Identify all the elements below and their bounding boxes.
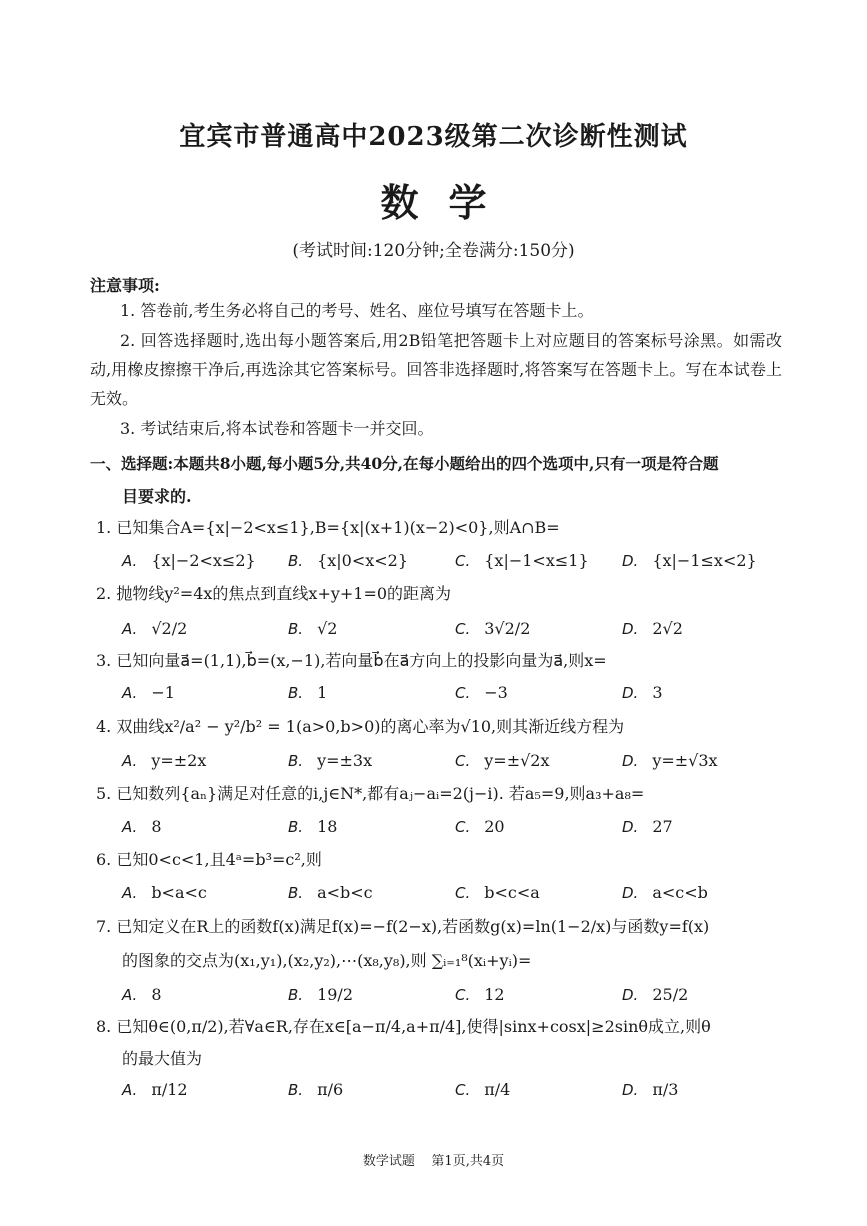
- option-d: D. 2√2: [622, 619, 683, 638]
- option-d: D. 3: [622, 683, 663, 702]
- question-2: 2. 抛物线y²=4x的焦点到直线x+y+1=0的距离为: [96, 584, 452, 603]
- option-c: C. π/4: [455, 1080, 511, 1099]
- exam-info: (考试时间:120分钟;全卷满分:150分): [292, 241, 575, 261]
- question-3: 3. 已知向量a⃗=(1,1),b⃗=(x,−1),若向量b⃗在a⃗方向上的投影向量为a⃗,则x=: [96, 651, 607, 670]
- question-4-options: [122, 746, 782, 776]
- question-7: 7. 已知定义在R上的函数f(x)满足f(x)=−f(2−x),若函数g(x)=ln(1−2/x)与函数y=f(x): [96, 917, 710, 936]
- notes-heading: 注意事项:: [90, 276, 160, 295]
- question-4: 4. 双曲线x²/a² − y²/b² = 1(a>0,b>0)的离心率为√10,则其渐近线方程为: [96, 717, 625, 736]
- exam-title: 宜宾市普通高中2023级第二次诊断性测试: [179, 122, 688, 152]
- option-a: A. −1: [122, 683, 175, 702]
- option-d: D. {x|−1≤x<2}: [622, 551, 757, 570]
- option-b: B. √2: [288, 619, 338, 638]
- question-5-options: [122, 812, 782, 842]
- option-b: B. 18: [288, 817, 338, 836]
- option-a: A. √2/2: [122, 619, 188, 638]
- option-c: C. {x|−1<x≤1}: [455, 551, 589, 570]
- question-3-options: [122, 678, 782, 708]
- question-7-options: [122, 980, 782, 1010]
- option-b: B. y=±3x: [288, 751, 373, 770]
- option-b: B. 1: [288, 683, 328, 702]
- option-c: C. 20: [455, 817, 505, 836]
- question-8-options: [122, 1075, 782, 1105]
- section-heading: 一、选择题:本题共8小题,每小题5分,共40分,在每小题给出的四个选项中,只有一项是符合题: [90, 454, 719, 473]
- option-b: B. 19/2: [288, 985, 353, 1004]
- option-c: C. −3: [455, 683, 508, 702]
- section-heading-cont: 目要求的.: [122, 487, 192, 506]
- question-1-options: [122, 546, 782, 576]
- page-footer: 数学试题 第1页,共4页: [362, 1154, 505, 1169]
- question-5: 5. 已知数列{aₙ}满足对任意的i,j∈N*,都有aⱼ−aᵢ=2(j−i). 若a₅=9,则a₃+a₈=: [96, 784, 645, 803]
- note-item-2: 2. 回答选择题时,选出每小题答案后,用2B铅笔把答题卡上对应题目的答案标号涂黑。如需改动,用橡皮擦擦干净后,再选涂其它答案标号。回答非选择题时,将答案写在答题卡上。写在本试卷上无效。: [90, 331, 782, 408]
- question-2-options: [122, 614, 782, 644]
- question-6-options: [122, 878, 782, 908]
- option-b: B. {x|0<x<2}: [288, 551, 409, 570]
- option-a: A. y=±2x: [122, 751, 207, 770]
- option-a: A. 8: [122, 817, 162, 836]
- question-8-cont: 的最大值为: [122, 1049, 203, 1068]
- option-c: C. 12: [455, 985, 505, 1004]
- option-c: C. b<c<a: [455, 883, 540, 902]
- question-1: 1. 已知集合A={x|−2<x≤1},B={x|(x+1)(x−2)<0},则A∩B=: [96, 518, 560, 537]
- option-d: D. y=±√3x: [622, 751, 718, 770]
- subject-title: 数学: [380, 180, 517, 225]
- note-item-1: 1. 答卷前,考生务必将自己的考号、姓名、座位号填写在答题卡上。: [120, 301, 594, 320]
- option-b: B. π/6: [288, 1080, 344, 1099]
- option-a: A. {x|−2<x≤2}: [122, 551, 256, 570]
- question-7-cont: 的图象的交点为(x₁,y₁),(x₂,y₂),⋯(x₈,y₈),则 ∑ᵢ₌₁⁸(xᵢ+yᵢ)=: [122, 951, 532, 970]
- question-6: 6. 已知0<c<1,且4ᵃ=b³=c²,则: [96, 850, 322, 869]
- option-c: C. 3√2/2: [455, 619, 531, 638]
- option-d: D. 27: [622, 817, 673, 836]
- option-d: D. π/3: [622, 1080, 679, 1099]
- option-d: D. 25/2: [622, 985, 689, 1004]
- note-item-3: 3. 考试结束后,将本试卷和答题卡一并交回。: [120, 419, 434, 438]
- option-a: A. 8: [122, 985, 162, 1004]
- option-d: D. a<c<b: [622, 883, 708, 902]
- option-b: B. a<b<c: [288, 883, 373, 902]
- option-a: A. b<a<c: [122, 883, 207, 902]
- question-8: 8. 已知θ∈(0,π/2),若∀a∈R,存在x∈[a−π/4,a+π/4],使得|sinx+cosx|≥2sinθ成立,则θ: [96, 1017, 711, 1036]
- option-c: C. y=±√2x: [455, 751, 550, 770]
- option-a: A. π/12: [122, 1080, 188, 1099]
